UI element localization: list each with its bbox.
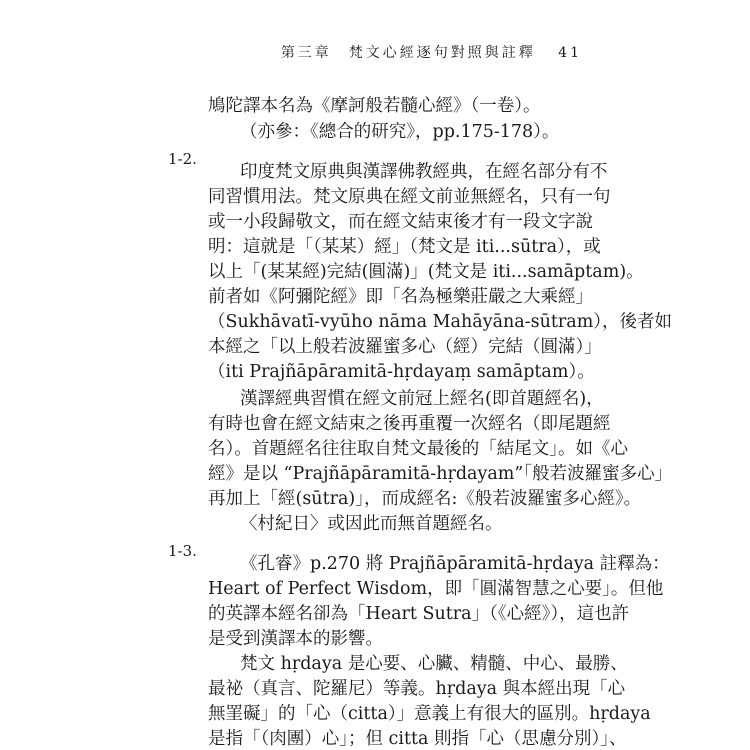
text-line: 明：這就是「（某某）經」（梵文是 iti...sūtra），或 [208,237,601,257]
text-line: 無罣礙」的「心（citta）」意義上有很大的區別。hṛdaya [208,704,651,724]
text-line: 〈村紀日〉或因此而無首題經名。 [240,514,503,534]
text-line: 最祕（真言、陀羅尼）等義。hṛdaya 與本經出現「心 [208,679,626,699]
text-line: 有時也會在經文結束之後再重覆一次經名（即尾題經 [208,414,611,434]
text-line: 前者如《阿彌陀經》即「名為極樂莊嚴之大乘經」 [208,287,593,307]
page-number: 41 [558,45,582,61]
running-header [281,42,582,62]
text-line: 《孔睿》p.270 將 Prajñāpāramitā-hṛdaya 註釋為： [240,554,670,574]
text-line: 梵文 hṛdaya 是心要、心臟、精髓、中心、最勝、 [240,654,628,674]
text-line: （iti Prajñāpāramitā-hṛdayaṃ samāptam）。 [208,362,595,382]
text-line: 名）。首題經名往往取自梵文最後的「結尾文」。如《心 [208,439,628,459]
section-number: 1-2. [168,150,197,168]
text-line: Heart of Perfect Wisdom，即「圓滿智慧之心要」。但他 [208,579,664,599]
text-line: 是受到漢譯本的影響。 [208,629,383,649]
text-line: 是指「（肉團）心」；但 citta 則指「心（思慮分別）」、 [208,729,627,749]
text-line: 以上「(某某經)完結(圓滿)」(梵文是 iti...samāptam)。 [208,262,644,282]
text-line: （Sukhāvatī-vyūho nāma Mahāyāna-sūtram），後者如 [208,312,673,332]
text-line: 經》是以 “Prajñāpāramitā-hṛdayam”「般若波羅蜜多心」 [208,464,673,484]
text-line: 或一小段歸敬文，而在經文結束後才有一段文字說 [208,212,593,232]
chapter-title: 第三章 梵文心經逐句對照與註釋 [280,45,536,61]
text-line: 漢譯經典習慣在經文前冠上經名(即首題經名)， [240,389,604,409]
text-line: 同習慣用法。梵文原典在經文前並無經名，只有一句 [208,187,611,207]
text-line: 印度梵文原典與漢譯佛教經典，在經名部分有不 [240,162,608,182]
text-line: 再加上「經(sūtra)」，而成經名:《般若波羅蜜多心經》。 [208,489,642,509]
text-line: （亦參：《總合的研究》，pp.175-178）。 [240,122,560,142]
section-number: 1-3. [168,542,197,560]
text-line: 鳩陀譯本名為《摩訶般若髓心經》（一卷）。 [208,96,541,116]
text-line: 本經之「以上般若波羅蜜多心（經）完結（圓滿）」 [208,337,602,357]
text-line: 的英譯本經名卻為「Heart Sutra」（《心經》），這也許 [208,604,630,624]
